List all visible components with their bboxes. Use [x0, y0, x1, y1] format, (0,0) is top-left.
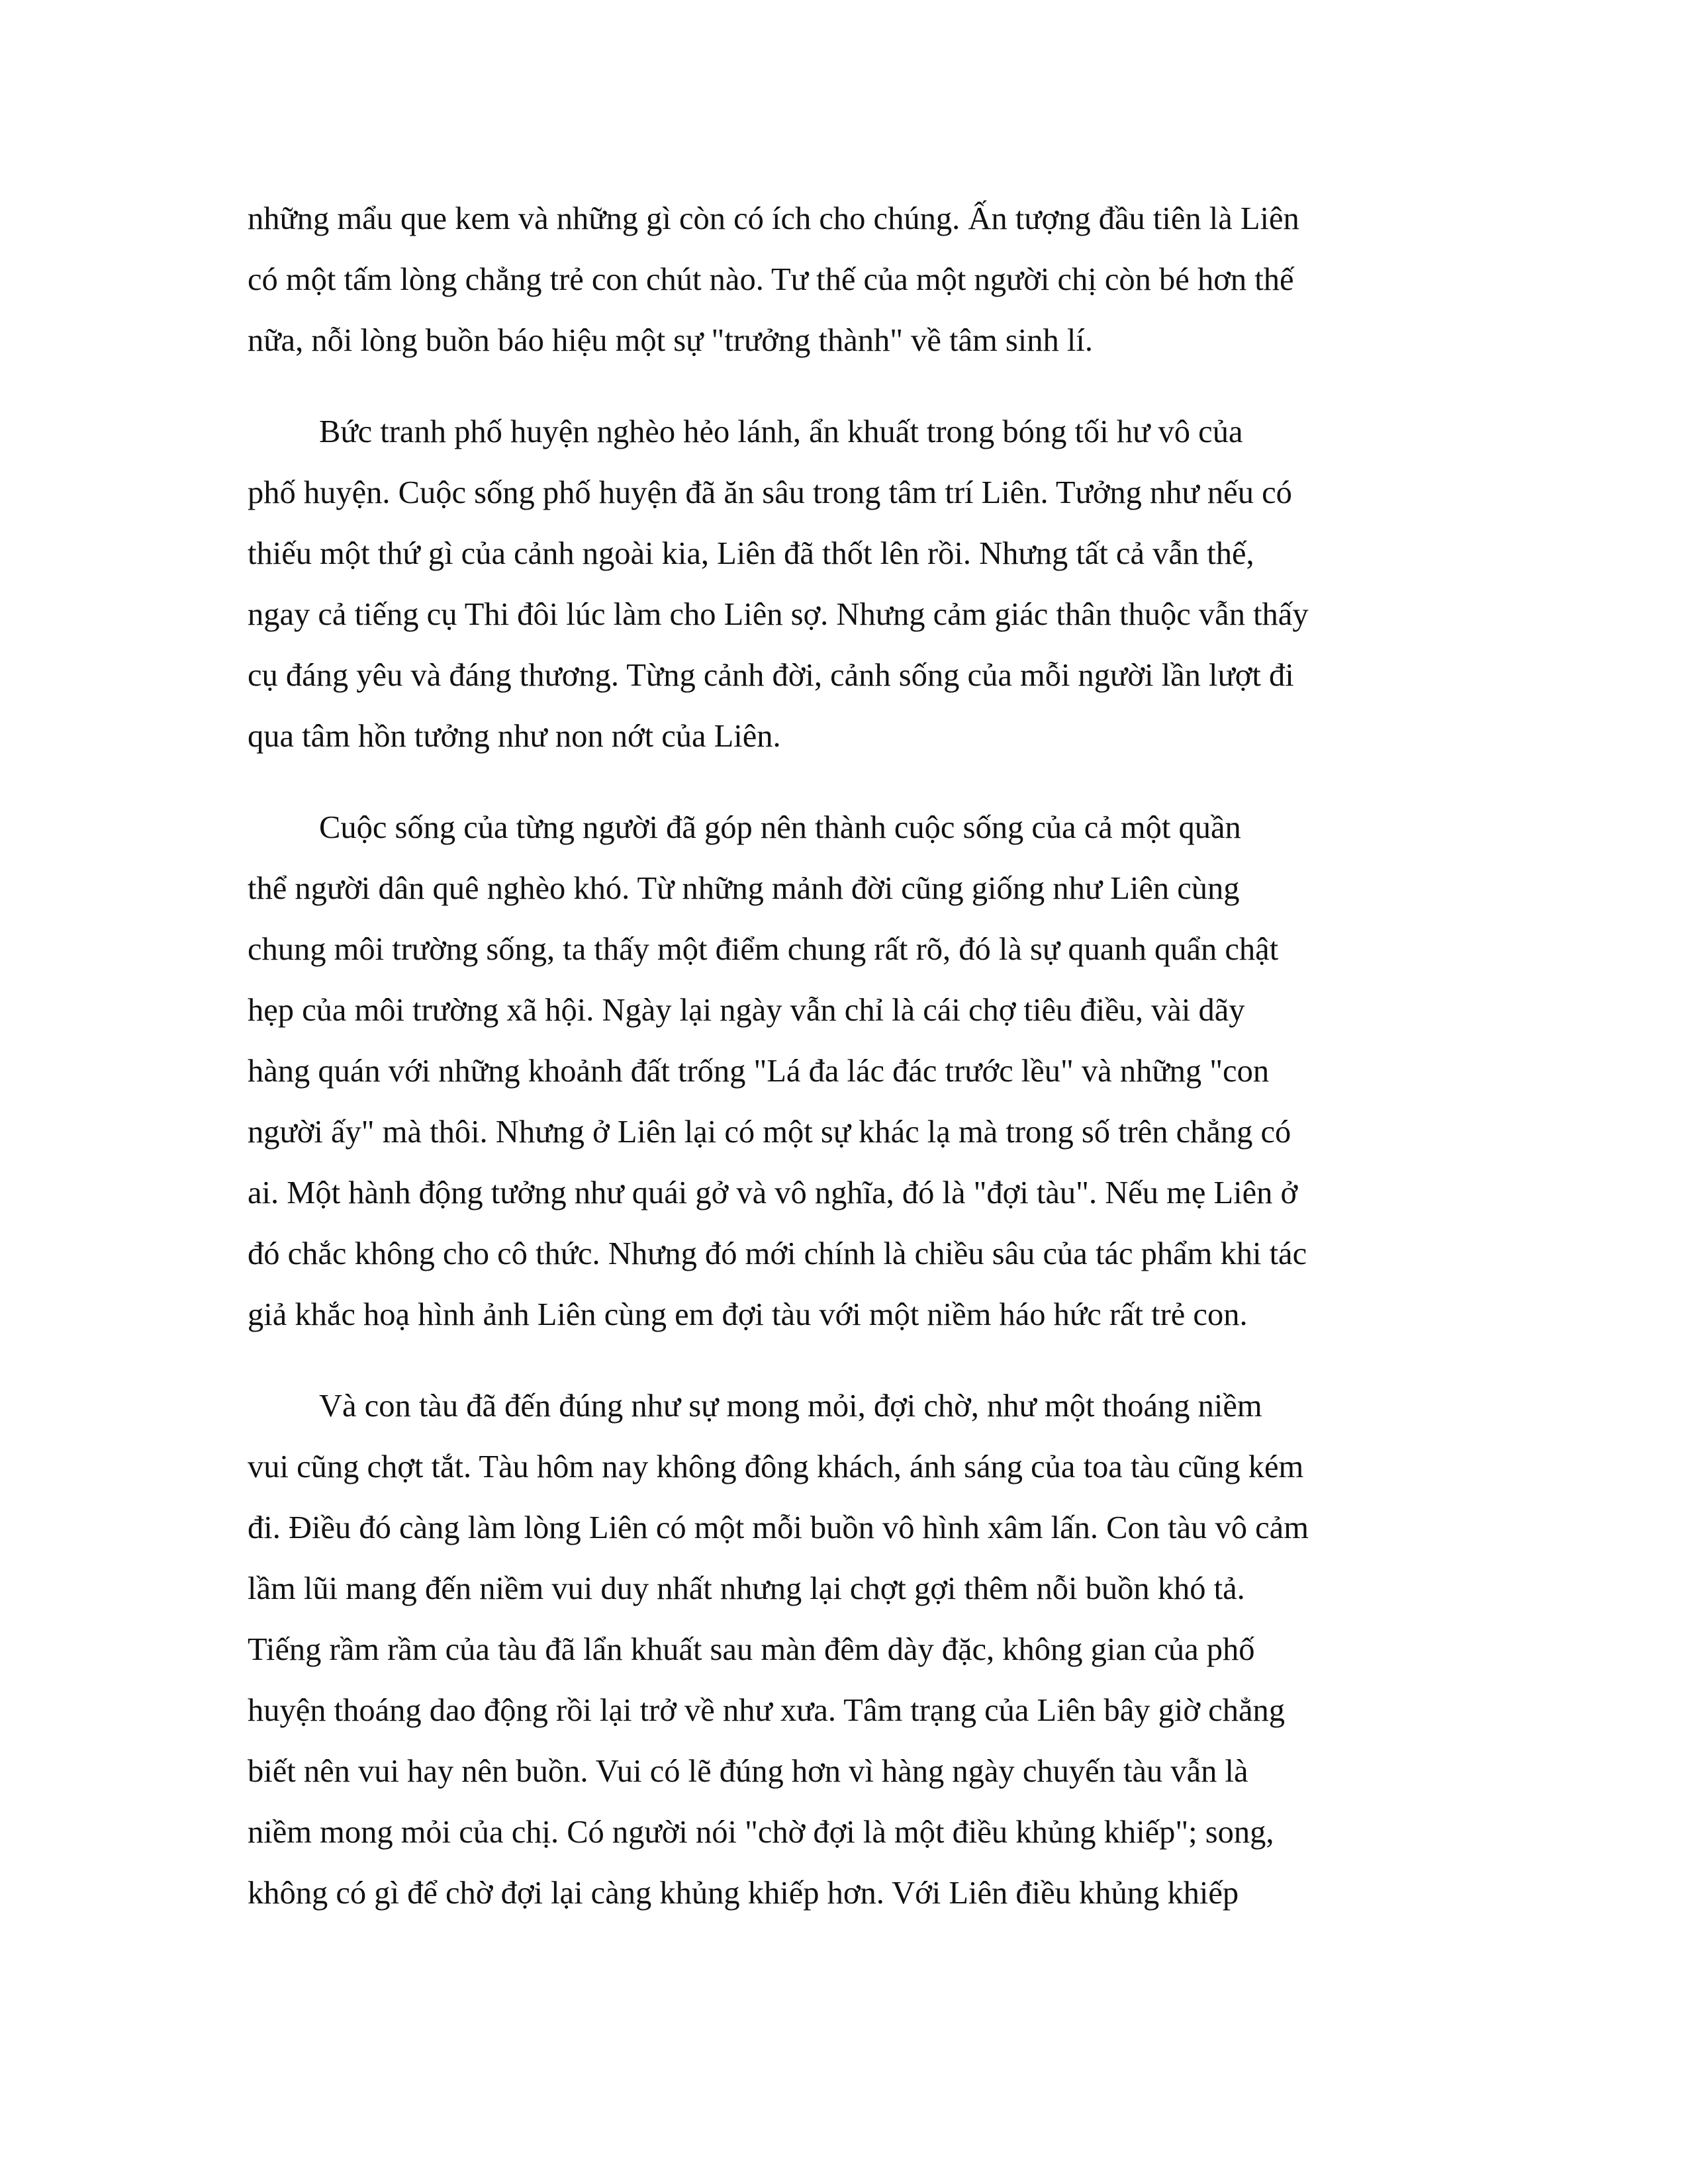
text-line: Tiếng rầm rầm của tàu đã lẩn khuất sau màn đêm dày đặc, không gian của phố [248, 1632, 1255, 1667]
text-line: người ấy" mà thôi. Nhưng ở Liên lại có một sự khác lạ mà trong số trên chẳng có [248, 1115, 1291, 1150]
paragraph-3 [248, 797, 1479, 1345]
text-line: đó chắc không cho cô thức. Nhưng đó mới chính là chiều sâu của tác phẩm khi tác [248, 1236, 1307, 1271]
text-line: phố huyện. Cuộc sống phố huyện đã ăn sâu trong tâm trí Liên. Tưởng như nếu có [248, 475, 1292, 510]
text-line: Và con tàu đã đến đúng như sự mong mỏi, đợi chờ, như một thoáng niềm [319, 1388, 1262, 1424]
text-line: Cuộc sống của từng người đã góp nên thành cuộc sống của cả một quần [319, 810, 1241, 845]
text-line: thể người dân quê nghèo khó. Từ những mảnh đời cũng giống như Liên cùng [248, 871, 1240, 906]
document-body [248, 189, 1479, 1954]
text-line: nữa, nỗi lòng buồn báo hiệu một sự "trưởng thành" về tâm sinh lí. [248, 323, 1093, 358]
paragraph-1 [248, 189, 1479, 371]
text-line: thiếu một thứ gì của cảnh ngoài kia, Liên đã thốt lên rồi. Nhưng tất cả vẫn thế, [248, 536, 1254, 571]
text-line: cụ đáng yêu và đáng thương. Từng cảnh đời, cảnh sống của mỗi người lần lượt đi [248, 658, 1294, 693]
paragraph-4 [248, 1376, 1479, 1924]
text-line: những mẩu que kem và những gì còn có ích cho chúng. Ấn tượng đầu tiên là Liên [248, 201, 1299, 236]
text-line: lầm lũi mang đến niềm vui duy nhất nhưng lại chợt gợi thêm nỗi buồn khó tả. [248, 1571, 1245, 1606]
text-line: huyện thoáng dao động rồi lại trở về như xưa. Tâm trạng của Liên bây giờ chẳng [248, 1693, 1285, 1728]
text-line: hàng quán với những khoảnh đất trống "Lá đa lác đác trước lều" và những "con [248, 1054, 1270, 1089]
text-line: qua tâm hồn tưởng như non nớt của Liên. [248, 719, 781, 754]
text-line: không có gì để chờ đợi lại càng khủng khiếp hơn. Với Liên điều khủng khiếp [248, 1876, 1239, 1911]
text-line: biết nên vui hay nên buồn. Vui có lẽ đúng hơn vì hàng ngày chuyến tàu vẫn là [248, 1754, 1248, 1789]
text-line: ai. Một hành động tưởng như quái gở và vô nghĩa, đó là "đợi tàu". Nếu mẹ Liên ở [248, 1175, 1298, 1210]
text-line: đi. Điều đó càng làm lòng Liên có một mỗi buồn vô hình xâm lấn. Con tàu vô cảm [248, 1510, 1309, 1545]
text-line: Bức tranh phố huyện nghèo hẻo lánh, ẩn khuất trong bóng tối hư vô của [319, 414, 1243, 449]
paragraph-2 [248, 402, 1479, 767]
text-line: vui cũng chợt tắt. Tàu hôm nay không đông khách, ánh sáng của toa tàu cũng kém [248, 1449, 1304, 1484]
text-line: có một tấm lòng chẳng trẻ con chút nào. Tư thế của một người chị còn bé hơn thế [248, 262, 1294, 297]
text-line: chung môi trường sống, ta thấy một điểm chung rất rõ, đó là sự quanh quẩn chật [248, 932, 1279, 967]
text-line: ngay cả tiếng cụ Thi đôi lúc làm cho Liên sợ. Nhưng cảm giác thân thuộc vẫn thấy [248, 597, 1309, 632]
text-line: giả khắc hoạ hình ảnh Liên cùng em đợi tàu với một niềm háo hức rất trẻ con. [248, 1297, 1248, 1332]
text-line: niềm mong mỏi của chị. Có người nói "chờ đợi là một điều khủng khiếp"; song, [248, 1815, 1274, 1850]
text-line: hẹp của môi trường xã hội. Ngày lại ngày vẫn chỉ là cái chợ tiêu điều, vài dãy [248, 993, 1245, 1028]
